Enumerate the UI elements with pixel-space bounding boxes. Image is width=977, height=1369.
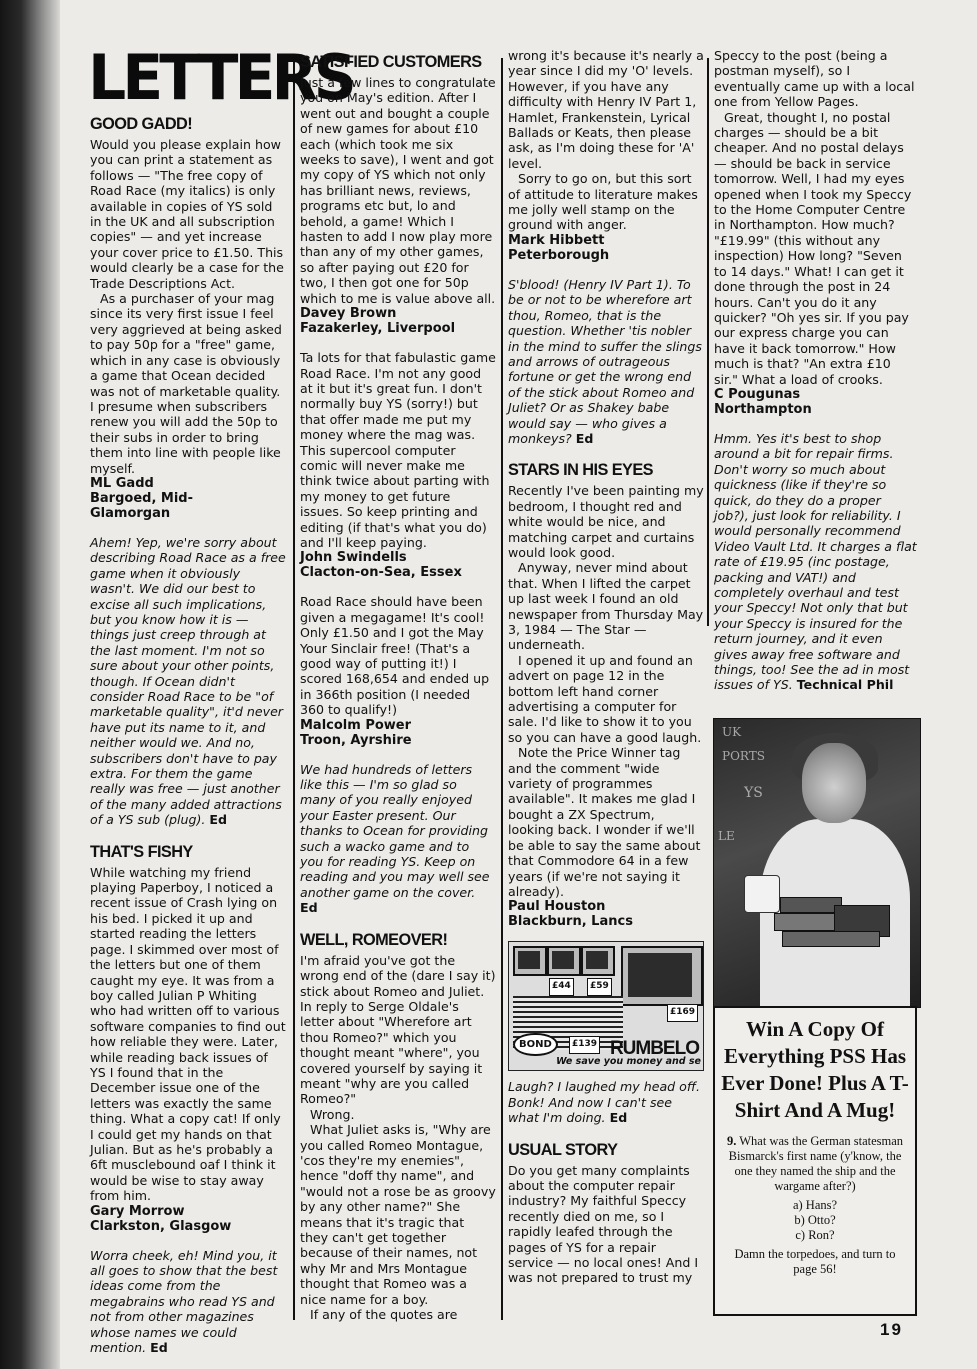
software-box-icon <box>780 897 842 913</box>
tv-icon <box>547 946 581 976</box>
competition-footer: Damn the torpedoes, and turn to page 56! <box>734 1247 896 1276</box>
reply-text: Laugh? I laughed my head off. Bonk! And now I can't see what I'm doing. <box>508 1079 700 1126</box>
signature-name: Gary Morrow <box>90 1203 185 1219</box>
letter-paragraph: I'm afraid you've got the wrong end of the (dare I say it) stick about Romeo and Juliet. In reply to Serge Oldale's letter about "Wherefore art thou Romeo?" which you thought meant "where", you covered yourself by saying it meant "why are you called Romeo?" <box>300 952 496 1107</box>
page-title: LETTERS <box>88 41 353 115</box>
letter-signature <box>300 718 496 748</box>
signature-place: Troon, Ayrshire <box>300 732 412 748</box>
editor-reply <box>714 431 918 693</box>
reply-signoff: Technical Phil <box>796 677 894 693</box>
tv-icon <box>621 946 703 1006</box>
binding-spine-shadow <box>0 0 60 1369</box>
letter-signature <box>300 306 496 336</box>
letter-paragraph: Great, thought I, no postal charges — should be a bit cheaper. And no postal delays — should be back in service tomorrow. Well, I had my eyes opened when I took my Speccy to the Home Computer Centre in Northampton. How much? "£19.99" (this without any inspection) How long? "Seven to 14 days." What! I can get it done through the post in 24 hours. Can't you do it any quicker? "Oh yes sir. If you pay our express charge you can have it back tomorrow." How much is that? "An extra £10 sir." What a load of crooks. <box>714 109 912 387</box>
letter-john-swindells <box>300 350 496 580</box>
mug-icon <box>744 875 780 913</box>
newspaper-advert-image <box>508 941 704 1071</box>
reply-text: Hmm. Yes it's best to shop around a bit for repair firms. Don't worry so much about quickness (like if they're so quick, do they do a proper job?), just look for reliability. I would personally recommend Video Vault Ltd. It charges a flat rate of £19.95 (inc postage, packing and VAT!) and completely overhaul and test your Speccy! Not only that but your Speccy is insured for the return journey, and it even gives away free software and things, too! See the ad in most issues of YS. <box>714 430 917 693</box>
advert-price: £44 <box>549 978 574 995</box>
letter-thats-fishy <box>90 842 286 1356</box>
signature-name: Davey Brown <box>300 306 397 322</box>
reply-text: Ahem! Yep, we're sorry about describing Road Race as a free game when it obviously wasn't. We did our best to excise all such implications, but you know how it is — things just creep through at the last moment. I'm not so sure about your other points, though. If Ocean didn't consider Road Race to be "of marketable quality", it'd never have put its name to it, and neither would we. And no, subscribers don't have to pay extra. For them the game really was free — just another of the many added attractions of a YS sub (plug). <box>90 534 286 828</box>
letter-paragraph: Just a few lines to congratulate you on May's edition. After I went out and bought a couple of new games for about £10 each (which took me six weeks to save), I went and got my copy of YS which not only has brilliant news, reviews, programs etc but, lo and behold, a game! Which I hasten to add I now play more than any of my other games, so after paying out £20 for two, I then got one for 50p which to me is value above all. <box>300 75 496 306</box>
letter-paragraph: Anyway, never mind about that. When I lifted the carpet up last week I found an old newspaper from Thursday May 3, 1984 — The Star — underneath. <box>508 560 704 653</box>
letter-paragraph: Would you please explain how you can print a statement as follows — "The free copy of Road Race (my italics) is only available in copies of YS sold in the UK and all subscription copies" — and yet increase your cover price to £1.50. This would clearly be a case for the Trade Descriptions Act. <box>90 137 284 291</box>
answer-option: c) Ron? <box>795 1228 835 1242</box>
competition-options <box>715 1198 915 1243</box>
editor-reply <box>300 762 496 916</box>
question-text: What was the German statesman Bismarck's first name (y'know, the one they named the ship and the wargame after?) <box>728 1134 904 1193</box>
letter-good-gadd <box>90 114 286 828</box>
letter-usual-story <box>508 1140 704 1286</box>
editor-reply <box>508 277 704 446</box>
letter-signature <box>90 476 286 521</box>
letter-romeover <box>300 930 496 1323</box>
advert-price: £59 <box>587 978 612 995</box>
column-2 <box>300 48 496 1323</box>
reply-text: We had hundreds of letters like this — I'm so glad so many of you really enjoyed your Easter present. Our thanks to Ocean for providing such a wacko game and to you for reading YS. Keep on reading and you may well see another game on the cover. <box>300 761 490 900</box>
reply-signoff: Ed <box>150 1340 168 1356</box>
letter-heading: SATISFIED CUSTOMERS <box>300 52 482 71</box>
chalk-text: YS <box>744 785 763 801</box>
letter-heading: USUAL STORY <box>508 1139 618 1159</box>
letter-paragraph: Do you get many complaints about the computer repair industry? My faithful Speccy recently died on me, so I rapidly leafed through the pages of YS for a repair service — no local ones! And I was not prepared to trust my <box>508 1162 699 1286</box>
signature-name: Mark Hibbett <box>508 232 605 248</box>
letter-signature <box>508 899 704 929</box>
letter-stars-in-his-eyes <box>508 460 704 1125</box>
letter-paragraph: Wrong. <box>310 1106 355 1122</box>
signature-place: Clacton-on-Sea, Essex <box>300 565 462 581</box>
advert-slogan: We save you money and se <box>556 1055 701 1067</box>
signature-name: John Swindells <box>300 550 407 566</box>
letter-paragraph: wrong it's because it's nearly a year since I did my 'O' levels. However, if you have any difficulty with Henry IV Part 1, Hamlet, Frankenstein, Lyrical Ballads or Keats, then please ask, as I'm doing these for 'A' level. <box>508 48 704 171</box>
letter-paragraph: Sorry to go on, but this sort of attitude to literature makes me jolly well stamp on the ground with anger. <box>508 171 698 233</box>
magazine-page <box>60 0 977 1369</box>
letter-malcolm-power <box>300 594 496 747</box>
tv-icon <box>513 946 547 976</box>
editor-reply <box>90 535 286 828</box>
person-face <box>802 743 866 823</box>
letter-paragraph: What Juliet asks is, "Why are you called Romeo Montague, 'cos they're my enemies", hence "doff thy name", and "would not a rose be as groovy by any other name?" She means that it's tragic that they can't get together because of their names, not why Mr and Mrs Montague thought that Romeo was a nice name for a boy. <box>300 1122 496 1307</box>
column-rule <box>707 58 709 626</box>
letter-signature <box>508 233 704 263</box>
signature-name: C Pougunas <box>714 386 801 402</box>
letter-paragraph: Recently I've been painting my bedroom, I thought red and white would be nice, and matching carpet and curtains would look good. <box>508 483 704 560</box>
page-number: 19 <box>880 1320 903 1339</box>
reply-text: Worra cheek, eh! Mind you, it all goes to show that the best ideas come from the megabrains who read YS and not from other magazines whose names we could mention. <box>90 1247 278 1356</box>
letter-paragraph: As a purchaser of your mag since its very first issue I feel very aggrieved at being asked to pay 50p for a "free" game, which in any case is obviously a game that Ocean decided was not of marketable quality. I presume when subscribers renew you will add the 50p to their subs in order to bring them into line with people like myself. <box>90 291 282 476</box>
letter-heading: STARS IN HIS EYES <box>508 460 653 480</box>
answer-option: a) Hans? <box>792 1198 838 1212</box>
reply-signoff: Ed <box>209 812 228 828</box>
letter-heading: GOOD GADD! <box>90 114 193 133</box>
letter-romeover-continued <box>508 48 704 446</box>
competition-title: Win A Copy Of Everything PSS Has Ever Done! Plus A T-Shirt And A Mug! <box>721 1017 909 1122</box>
letter-paragraph: I opened it up and found an advert on page 12 in the bottom left hand corner advertising a computer for sale. I'd like to show it to you so you can have a good laugh. <box>508 652 702 745</box>
competition-box <box>713 1006 917 1316</box>
column-3 <box>508 48 704 1318</box>
reply-text: S'blood! (Henry IV Part 1). To be or not to be wherefore art thou, Romeo, that is the question. Whether 'tis nobler in the mind to suffer the slings and arrows of outrageous fortune or get the wrong end of the stick about Romeo and Juliet? Or as Shakey babe would say — who gives a monkeys? <box>508 276 702 446</box>
chalk-text: PORTS <box>722 749 765 763</box>
signature-place: Fazakerley, Liverpool <box>300 321 456 337</box>
letter-paragraph: Road Race should have been given a megagame! It's cool! Only £1.50 and I got the May Your Sinclair free! (That's a good way of putting it!) I scored 168,654 and ended up in 366th position (I needed 360 to qualify!) <box>300 594 490 718</box>
column-rule <box>501 58 503 1320</box>
letter-paragraph: While watching my friend playing Paperboy, I noticed a recent issue of Crash lying on his bed. I picked it up and started reading the letters page. I skimmed over most of the letters but one of them caught my eye. It was from a boy called Julian P Whiting who had written off to various software companies to find out how reliable they were. Later, while reading back issues of YS I found that in the December issue one of the letters was exactly the same thing. What a copy cat! If only I could get my hands on that Julian. But as he's probably a 6ft musclebound oaf I think it would be wise to stay away from him. <box>90 864 286 1204</box>
reply-signoff: Ed <box>609 1110 628 1126</box>
advert-bond-logo: BOND <box>513 1033 558 1056</box>
letter-paragraph: Note the Price Winner tag and the comment "wide variety of programmes available". It makes me glad I bought a ZX Spectrum, looking back. I wonder if we'll be able to say the same about that Commodore 64 in a few years (if we're not saying it already). <box>508 745 701 899</box>
answer-option: b) Otto? <box>794 1213 836 1227</box>
column-rule <box>293 58 295 1320</box>
signature-name: ML Gadd <box>90 475 154 491</box>
signature-place: Bargoed, Mid- <box>90 490 194 506</box>
letter-paragraph: If any of the quotes are <box>310 1307 458 1323</box>
tv-icon <box>581 946 615 976</box>
letter-signature <box>90 1204 286 1234</box>
letter-heading: THAT'S FISHY <box>90 841 193 861</box>
question-number: 9. <box>726 1134 737 1148</box>
letter-paragraph: Speccy to the post (being a postman myself), so I eventually came up with a local one from Yellow Pages. <box>714 48 915 110</box>
competition-question <box>723 1134 907 1194</box>
letter-signature <box>300 550 496 580</box>
technical-phil-photo <box>713 718 921 1008</box>
advert-price: £169 <box>667 1004 698 1021</box>
signature-place: Clarkston, Glasgow <box>90 1218 232 1234</box>
software-box-icon <box>782 931 880 947</box>
advert-brand: RUMBELO <box>609 1037 699 1059</box>
signature-name: Paul Houston <box>508 899 606 915</box>
letter-heading: WELL, ROMEOVER! <box>300 929 448 949</box>
letter-paragraph: Ta lots for that fabulastic game Road Race. I'm not any good at it but it's great fun. I don't normally buy YS (sorry!) but that offer made me put my money where the mag was. This supercool computer comic will never make me think twice about parting with my money to get future issues. So keep printing and editing (if that's what you do) and I'll keep paying. <box>300 350 496 550</box>
letter-usual-story-continued <box>714 48 918 693</box>
reply-signoff: Ed <box>300 900 318 916</box>
signature-place: Peterborough <box>508 247 610 263</box>
column-4 <box>714 48 918 708</box>
reply-signoff: Ed <box>575 430 594 446</box>
letter-davey-brown <box>300 75 496 336</box>
chalk-text: UK <box>722 725 742 739</box>
signature-name: Malcolm Power <box>300 717 412 733</box>
advert-price: £139 <box>569 1036 600 1053</box>
signature-place: Glamorgan <box>90 505 171 521</box>
editor-reply <box>508 1079 704 1125</box>
signature-place: Northampton <box>714 401 812 417</box>
signature-place: Blackburn, Lancs <box>508 914 633 930</box>
letter-signature <box>714 387 918 417</box>
chalk-text: LE <box>718 829 735 843</box>
editor-reply <box>90 1248 286 1356</box>
